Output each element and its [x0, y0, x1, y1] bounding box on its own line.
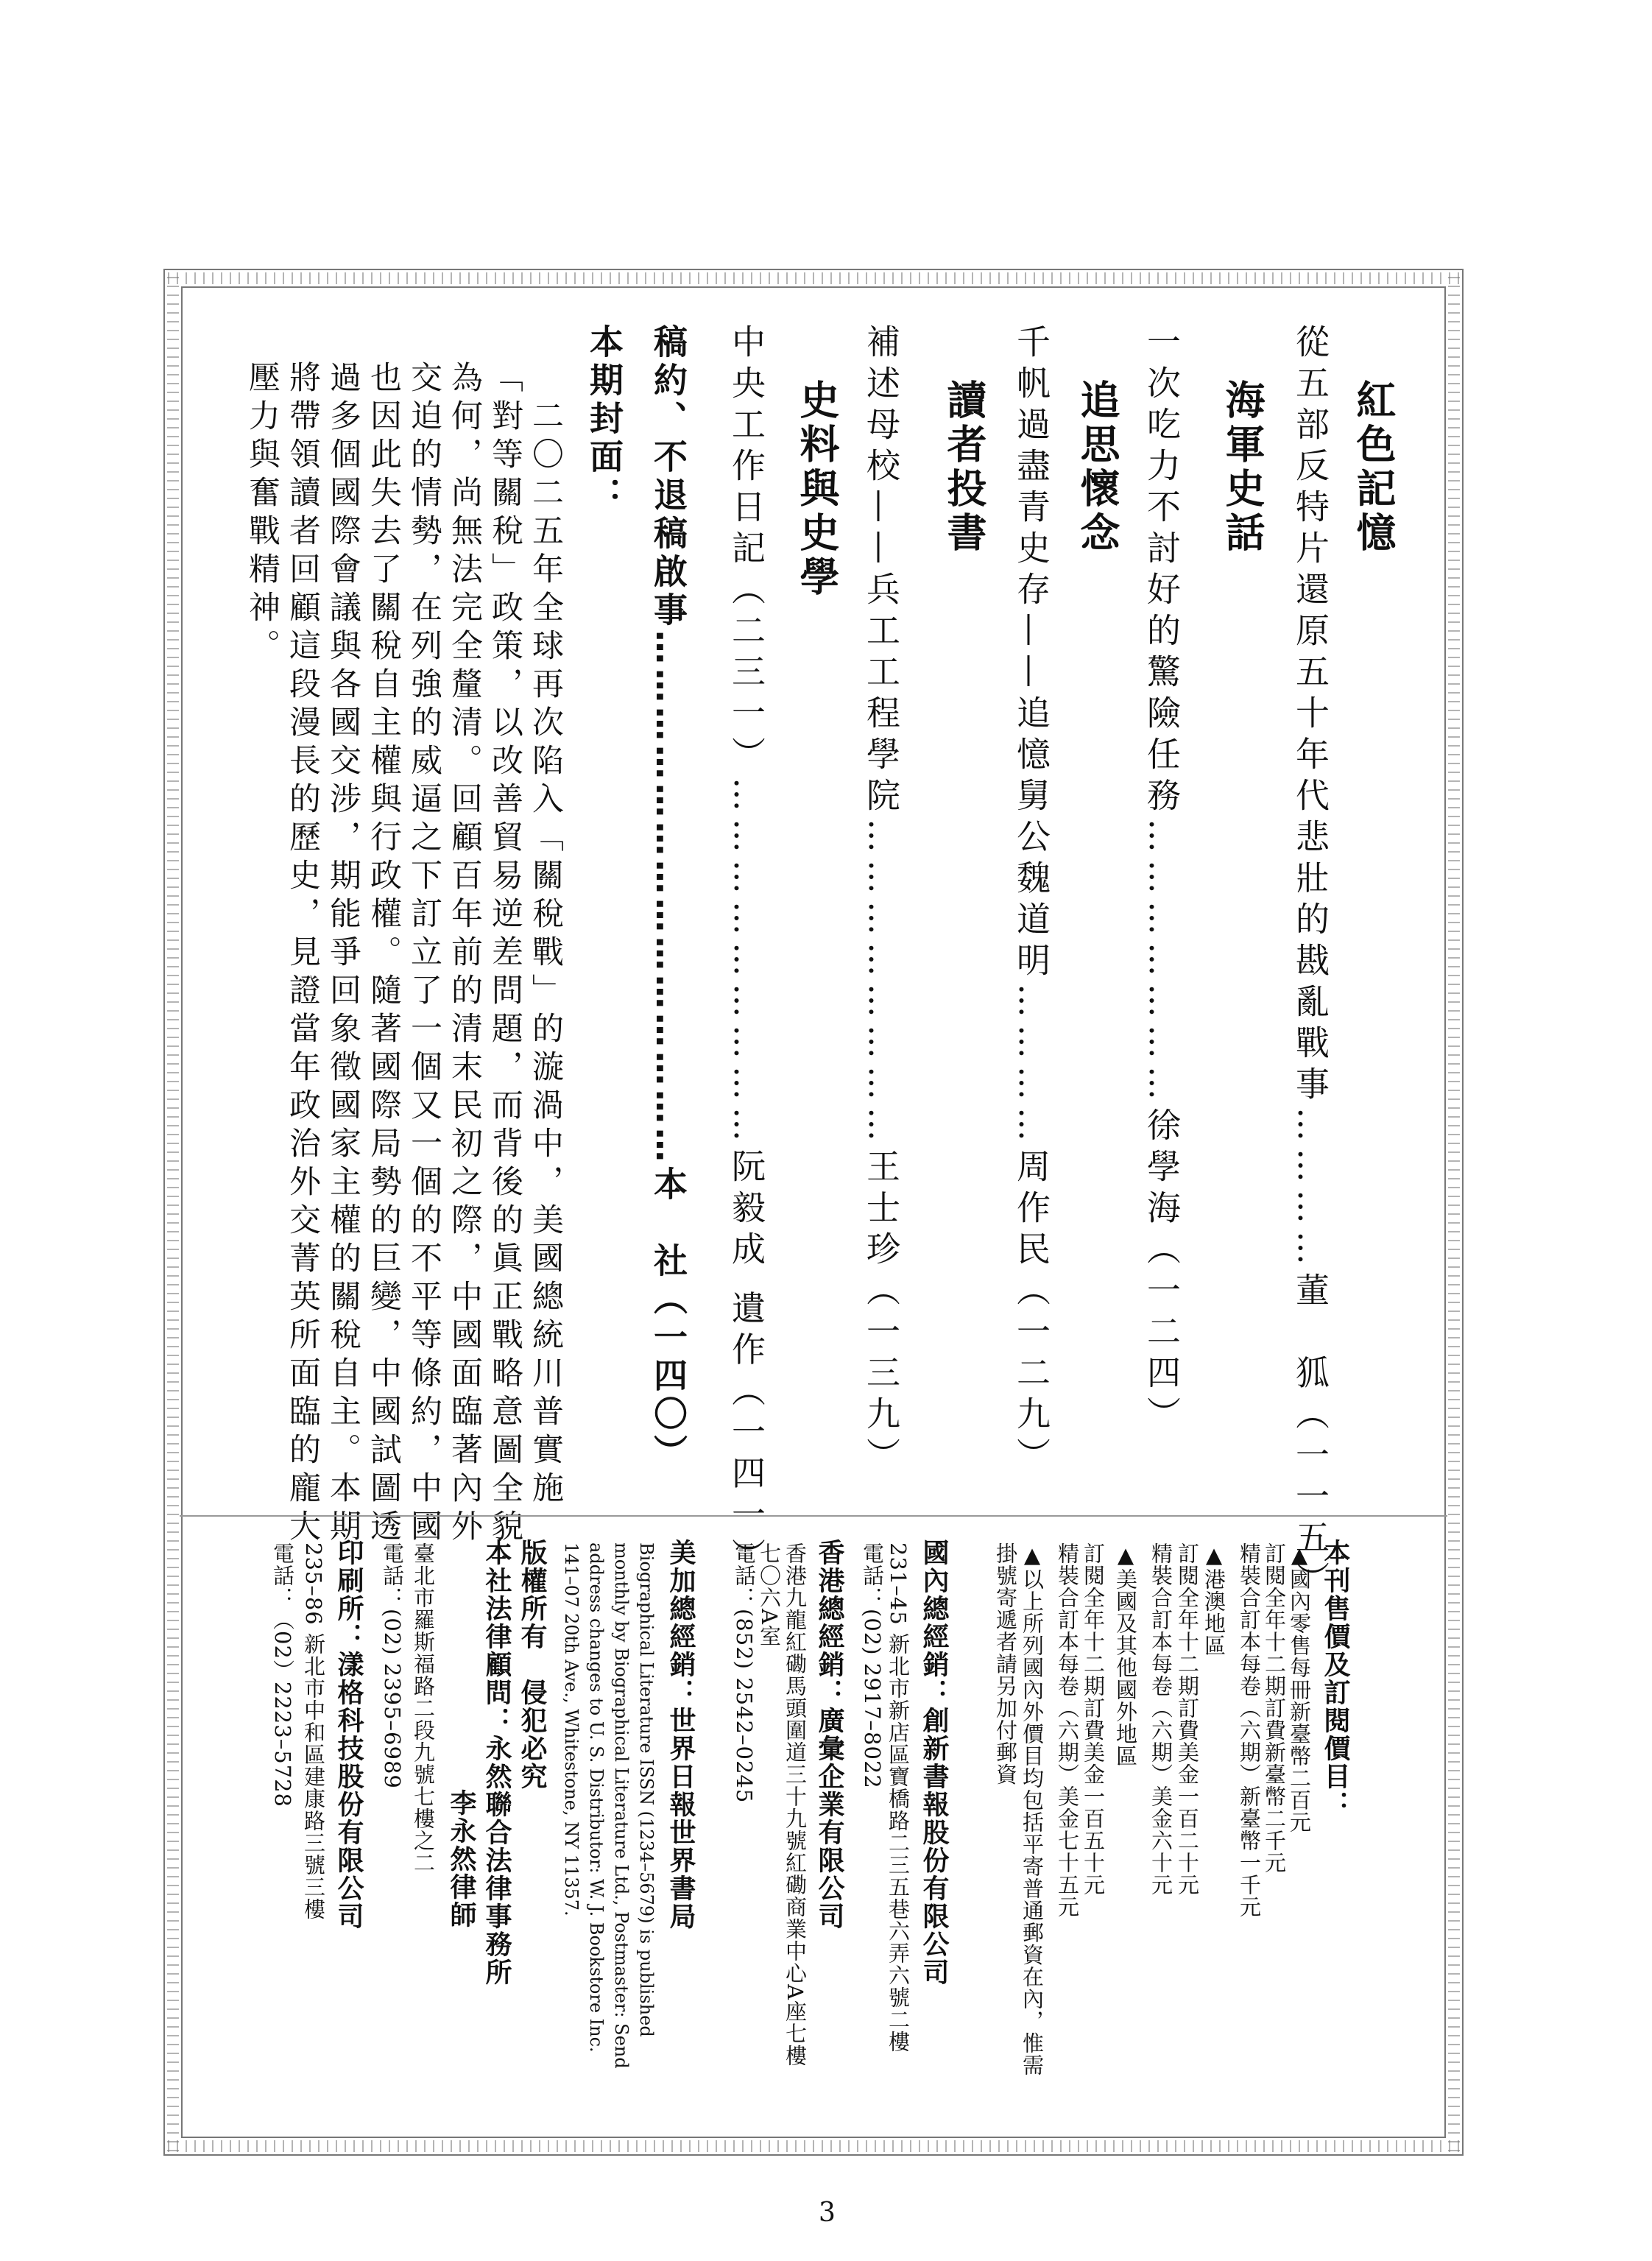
cover-text-line: 壓力與奮戰精神。	[244, 361, 280, 667]
subscription-line: 訂閱全年十二期訂費美金一百五十元	[1081, 1542, 1106, 1896]
section-heading: 海軍史話	[1219, 379, 1266, 556]
toc-entry[interactable]: 補述母校——兵工工程學院……………………王士珍（一三九）	[861, 324, 901, 1478]
toc-entry[interactable]: 一次吃力不討好的驚險任務…………………徐學海（一二四）	[1142, 324, 1182, 1437]
cover-text-line: 交迫的情勢，在列強的威逼之下訂立了一個又一個的不平等條約，中國	[406, 361, 442, 1548]
legal-heading: 本社法律顧問：永然聯合法律事務所	[481, 1539, 512, 1986]
notice-entry[interactable]: 稿約、不退稿啟事……………………………………本 社（一四〇）	[649, 324, 688, 1472]
border-pattern-bottom	[168, 2140, 1459, 2152]
distributor-phone: 電話：(02) 2917–8022	[860, 1542, 885, 1789]
english-notice-line: Biographical Literature ISSN (1234–5679) is published	[636, 1542, 657, 2037]
border-pattern-left	[167, 273, 179, 2151]
subscription-line: 精裝合訂本每卷（六期）美金七十五元	[1055, 1542, 1080, 1918]
border-pattern-top	[168, 272, 1459, 284]
section-heading: 史料與史學	[794, 379, 840, 600]
page-number: 3	[819, 2198, 836, 2228]
printer-phone: 電話：（02）2223–5728	[270, 1542, 295, 1808]
section-heading: 讀者投書	[941, 379, 987, 556]
english-notice-line: address changes to U. S. Distributor: W. J. Bookstore Inc.	[586, 1542, 607, 2053]
distributor-heading: 香港總經銷：廣彙企業有限公司	[814, 1539, 844, 1930]
cover-text-line: 「對等關稅」政策，以改善貿易逆差問題，而背後的眞正戰略意圖全貌	[487, 361, 523, 1548]
toc-entry[interactable]: 千帆過盡青史存——追憶舅公魏道明…………周作民（一二九）	[1012, 324, 1051, 1478]
copyright-notice: 版權所有 侵犯必究	[517, 1539, 547, 1791]
cover-text-line: 將帶領讀者回顧這段漫長的歷史，見證當年政治外交菁英所面臨的龐大	[284, 361, 321, 1548]
subscription-line: 精裝合訂本每卷（六期）美金六十元	[1148, 1542, 1173, 1896]
english-notice-line: monthly by Biographical Literature Ltd., Postmaster: Send	[611, 1542, 632, 2069]
subscription-line: ▲國內零售每冊新臺幣二百元	[1287, 1542, 1312, 1833]
cover-text-line: 也因此失去了關稅自主權與行政權。隨著國際局勢的巨變，中國試圖透	[365, 361, 402, 1548]
toc-entry[interactable]: 從五部反特片還原五十年代悲壯的戡亂戰事…………董 狐（一一五）	[1291, 324, 1330, 1602]
distributor-address: 七〇六A室	[757, 1542, 782, 1647]
subscription-heading: 本刊售價及訂閱價目：	[1320, 1539, 1350, 1819]
toc-entry[interactable]: 中央工作日記（二三一）………………………阮毅成 遺作（一四一）	[727, 324, 766, 1579]
distributor-address: 香港九龍紅磡馬頭圍道三十九號紅磡商業中心A座七樓	[783, 1542, 808, 2067]
subscription-line: ▲港澳地區	[1201, 1542, 1226, 1657]
english-notice-line: 141–07 20th Ave., Whitestone, NY 11357.	[561, 1542, 582, 1916]
border-pattern-right	[1448, 273, 1460, 2151]
subscription-line: 訂閱全年十二期訂費美金一百二十元	[1175, 1542, 1200, 1896]
legal-address: 臺北市羅斯福路二段九號七樓之二	[411, 1542, 436, 1874]
section-heading: 追思懷念	[1074, 379, 1120, 556]
distributor-heading: 美加總經銷：世界日報世界書局	[666, 1539, 696, 1930]
printer-heading: 印刷所：漾格科技股份有限公司	[333, 1539, 364, 1930]
legal-phone: 電話：(02) 2395–6989	[380, 1542, 405, 1789]
subscription-line: 掛號寄遞者請另加付郵資	[993, 1542, 1018, 1785]
cover-heading: 本期封面：	[585, 324, 624, 515]
legal-lawyer: 李永然律師	[446, 1789, 476, 1929]
distributor-phone: 電話：(852) 2542–0245	[732, 1542, 757, 1804]
distributor-heading: 國內總經銷：創新書報股份有限公司	[919, 1539, 949, 1986]
section-heading: 紅色記憶	[1350, 379, 1397, 556]
subscription-line: ▲以上所列國內外價目均包括平寄普通郵資在內，惟需	[1020, 1542, 1045, 2076]
cover-text-line: 過多個國際會議與各國交涉，期能爭回象徵國家主權的關稅自主。本期	[325, 361, 361, 1548]
subscription-line: 訂閱全年十二期訂費新臺幣二千元	[1262, 1542, 1287, 1874]
distributor-address: 231–45 新北市新店區寶橋路二三五巷六弄六號二樓	[886, 1542, 911, 2053]
printer-address: 235–86 新北市中和區建康路三號三樓	[301, 1542, 326, 1920]
subscription-line: 精裝合訂本每卷（六期）新臺幣一千元	[1237, 1542, 1262, 1918]
subscription-line: ▲美國及其他國外地區	[1113, 1542, 1138, 1767]
cover-text-line: 為何，尚無法完全釐清。回顧百年前的清末民初之際，中國面臨著內外	[446, 361, 483, 1548]
section-divider	[180, 1515, 1447, 1517]
cover-text-line: 二〇二五年全球再次陷入「關稅戰」的漩渦中，美國總統川普實施	[527, 361, 564, 1509]
